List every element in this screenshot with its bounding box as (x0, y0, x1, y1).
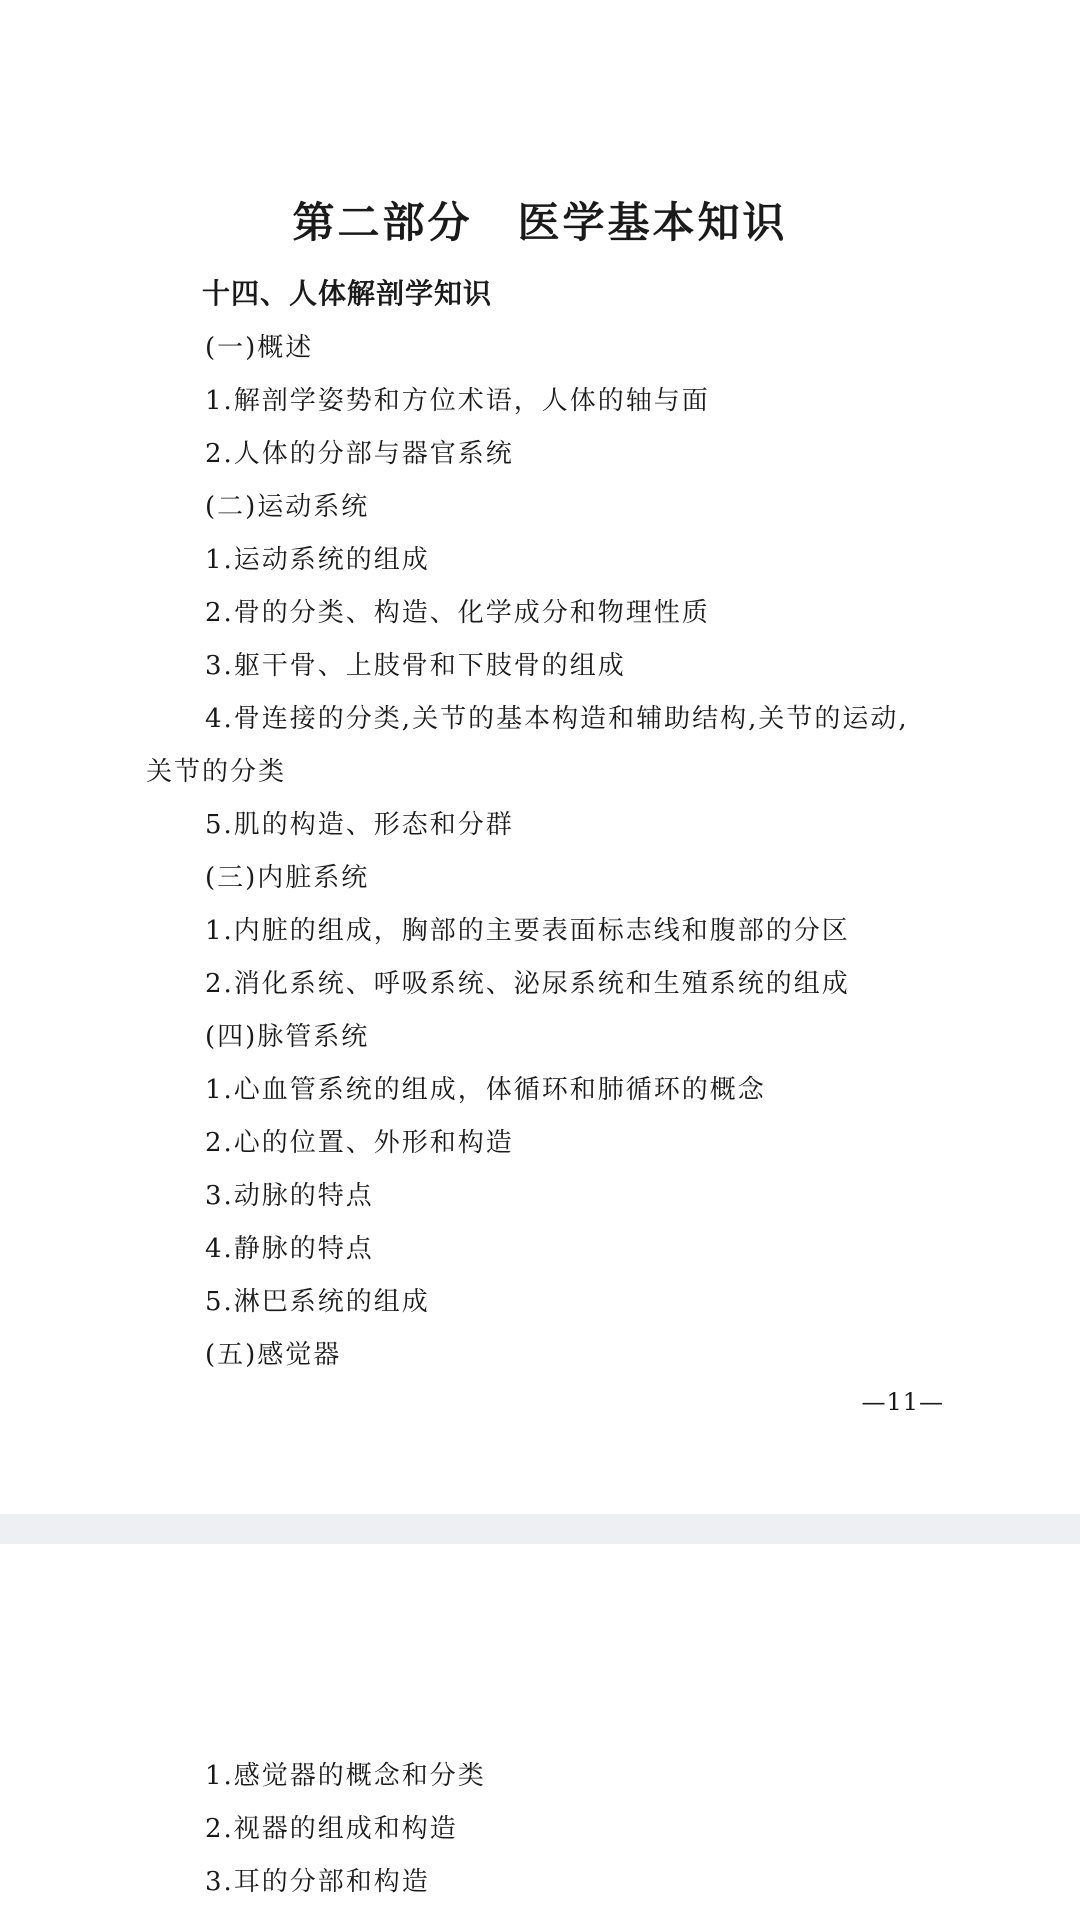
list-item: 2.骨的分类、构造、化学成分和物理性质 (205, 598, 710, 628)
subsection-heading: (四)脉管系统 (205, 1022, 370, 1052)
content-lines (0, 1750, 1080, 1909)
list-item: 1.心血管系统的组成，体循环和肺循环的概念 (205, 1075, 766, 1105)
list-item: 1.运动系统的组成 (205, 545, 430, 575)
list-item: 2.心的位置、外形和构造 (205, 1128, 514, 1158)
list-item: 4.静脉的特点 (205, 1234, 374, 1264)
list-item: 3.耳的分部和构造 (205, 1867, 430, 1897)
list-item: 1.感觉器的概念和分类 (205, 1761, 486, 1791)
page-title: 第二部分 医学基本知识 (292, 198, 788, 247)
list-item: 2.人体的分部与器官系统 (205, 439, 514, 469)
page-separator (0, 1514, 1080, 1544)
list-item: 1.解剖学姿势和方位术语，人体的轴与面 (205, 386, 710, 416)
subsection-heading: (三)内脏系统 (205, 863, 370, 893)
list-item: 2.消化系统、呼吸系统、泌尿系统和生殖系统的组成 (205, 969, 850, 999)
content-lines (0, 322, 1080, 1382)
section-heading: 十四、人体解剖学知识 (202, 277, 493, 310)
page-number: —11— (861, 1388, 944, 1416)
document-page (0, 1544, 1080, 1897)
list-item: 3.动脉的特点 (205, 1181, 374, 1211)
subsection-heading: (五)感觉器 (205, 1340, 342, 1370)
list-item: 5.肌的构造、形态和分群 (205, 810, 514, 840)
subsection-heading: (二)运动系统 (205, 492, 370, 522)
list-item: 3.躯干骨、上肢骨和下肢骨的组成 (205, 651, 626, 681)
list-item-continuation: 关节的分类 (146, 757, 287, 787)
list-item: 2.视器的组成和构造 (205, 1814, 458, 1844)
subsection-heading: (一)概述 (205, 333, 314, 363)
list-item: 5.淋巴系统的组成 (205, 1287, 430, 1317)
list-item: 4.骨连接的分类,关节的基本构造和辅助结构,关节的运动, (205, 704, 909, 734)
list-item: 1.内脏的组成，胸部的主要表面标志线和腹部的分区 (205, 916, 850, 946)
